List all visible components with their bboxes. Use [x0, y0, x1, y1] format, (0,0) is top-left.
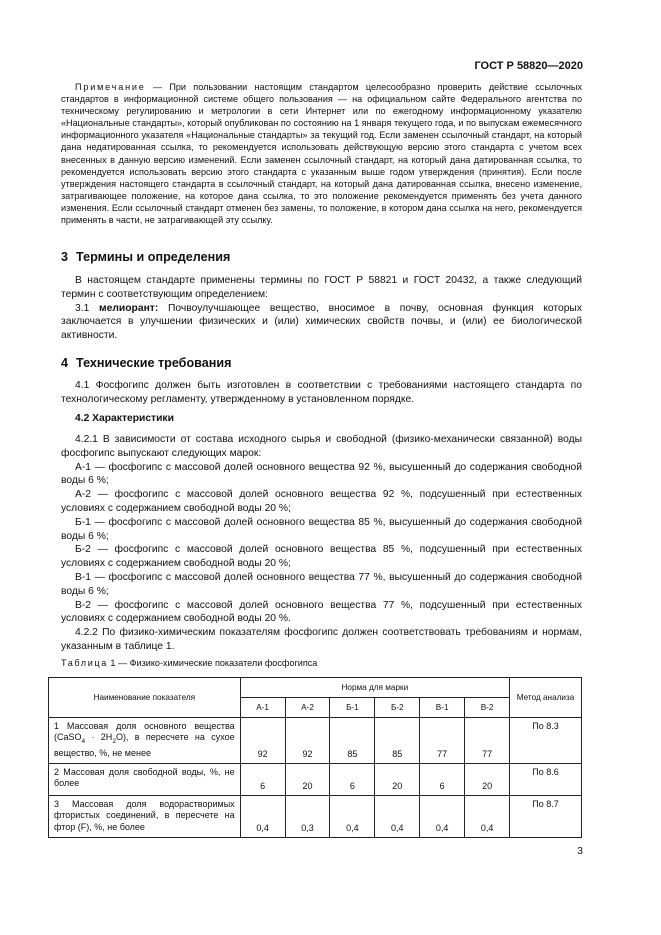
page-number: 3	[577, 845, 583, 857]
header-analysis-method: Метод анализа	[510, 678, 582, 718]
table-row	[49, 796, 582, 838]
header-grade: А-2	[285, 698, 330, 718]
section-3-intro: В настоящем стандарте применены термины по ГОСТ Р 58821 и ГОСТ 20432, а также следующий термин с соответствующим определением:	[61, 275, 582, 300]
grade-a1: А-1 — фосфогипс с массовой долей основного вещества 92 %, высушенный до содержания свободной воды 6 %;	[61, 461, 582, 487]
section-4-heading	[61, 356, 231, 370]
row-value: 6	[240, 764, 285, 796]
row-name	[49, 718, 241, 764]
section-4-number: 4	[61, 356, 69, 370]
row-value: 20	[465, 764, 510, 796]
section-3-number: 3	[61, 250, 69, 264]
row-name-subscript: 2	[112, 738, 116, 746]
table-row	[49, 764, 582, 796]
row-value: 92	[240, 718, 285, 764]
clause-4-2-2-text: 4.2.2 По физико-химическим показателям фосфогипс должен соответствовать требованиям и нормам, указанным в таблице 1.	[61, 627, 582, 652]
document-id-header: ГОСТ Р 58820—2020	[474, 60, 583, 72]
row-value: 0,4	[465, 796, 510, 838]
header-grade: Б-1	[330, 698, 375, 718]
note-label: Примечание	[75, 82, 146, 92]
clause-4-1-text: 4.1 Фосфогипс должен быть изготовлен в соответствии с требованиями настоящего стандарта по технологическому регламенту, утвержденному в установленном порядке.	[61, 380, 582, 405]
grade-b2: Б-2 — фосфогипс с массовой долей основного вещества 85 %, подсушенный при естественных условиях с содержанием свободной воды 20 %;	[61, 544, 582, 570]
clause-4-2-1-text: 4.2.1 В зависимости от состава исходного сырья и свободной (физико-механически связанной) воды фосфогипс выпускают следующих марок:	[61, 434, 582, 459]
term-name: мелиорант:	[99, 302, 159, 314]
row-value: 20	[285, 764, 330, 796]
row-value: 0,4	[330, 796, 375, 838]
table-caption	[61, 658, 317, 668]
term-definition	[61, 302, 582, 343]
row-value: 85	[375, 718, 420, 764]
row-name-part: 1 Массовая доля основного вещества (CaSO	[54, 721, 235, 743]
header-grade: В-1	[420, 698, 465, 718]
grade-v2: В-2 — фосфогипс с массовой долей основного вещества 77 %, подсушенный при естественных условиях с содержанием свободной воды 20 %.	[61, 599, 582, 625]
row-value: 0,4	[420, 796, 465, 838]
header-grade: А-1	[240, 698, 285, 718]
physico-chemical-table	[48, 677, 582, 838]
section-3-heading	[61, 250, 230, 264]
row-name-part: O), в пересчете на сухое вещество, %, не менее	[54, 732, 235, 758]
section-3-title: Термины и определения	[76, 250, 231, 264]
row-value: 0,4	[375, 796, 420, 838]
header-grade: В-2	[465, 698, 510, 718]
row-value: 6	[330, 764, 375, 796]
note-text: — При пользовании настоящим стандартом целесообразно проверить действие ссылочных стандартов в информационной системе общего пользования — на официальном сайте Федерального агентства по техническому регулированию и метрологии в сети Интернет или по ежегодному информационному указателю «Национальные стандарты», который опубликован по состоянию на 1 января текущего года, и по выпускам ежемесячного информационного указателя «Национальные стандарты» за текущий год. Если заменен ссылочный стандарт, на который дана недатированная ссылка, то рекомендуется использовать действующую версию этого стандарта с учетом всех внесенных в данную версию изменений. Если заменен ссылочный стандарт, на который дана датированная ссылка, то рекомендуется использовать версию этого стандарта с указанным выше годом утверждения (принятия). Если после утверждения настоящего стандарта в ссылочный стандарт, на который дана датированная ссылка, внесено изменение, затрагивающее положение, на которое дана ссылка, то это положение рекомендуется применять без учета данного изменения. Если ссылочный стандарт отменен без замены, то положение, в котором дана ссылка на него, рекомендуется применять в части, не затрагивающей эту ссылку.	[61, 82, 582, 226]
row-value: 77	[465, 718, 510, 764]
row-value: 85	[330, 718, 375, 764]
clause-4-1	[61, 379, 582, 407]
row-value: 20	[375, 764, 420, 796]
clause-4-2-heading: 4.2 Характеристики	[75, 413, 174, 424]
grade-b1: Б-1 — фосфогипс с массовой долей основного вещества 85 %, высушенный до содержания свободной воды 6 %;	[61, 516, 582, 542]
row-value: 0,3	[285, 796, 330, 838]
table-row	[49, 718, 582, 764]
section-3-body	[61, 274, 582, 343]
row-method: По 8.6	[510, 764, 582, 796]
table-caption-label: Таблица	[61, 658, 108, 668]
row-name: 2 Массовая доля свободной воды, %, не более	[49, 764, 241, 796]
row-name-part: · 2H	[85, 732, 113, 743]
row-value: 6	[420, 764, 465, 796]
section-4-title: Технические требования	[76, 356, 232, 370]
row-method: По 8.3	[510, 718, 582, 764]
row-name: 3 Массовая доля водорастворимых фтористых соединений, в пересчете на фтор (F), %, не более	[49, 796, 241, 838]
term-definition-text: Почвоулучшающее вещество, вносимое в почву, основная функция которых заключается в улучшении физических и (или) химических свойств почвы, и (или) ее биологической активности.	[61, 302, 582, 342]
grade-v1: В-1 — фосфогипс с массовой долей основного вещества 77 %, высушенный до содержания свободной воды 6 %;	[61, 571, 582, 597]
row-method: По 8.7	[510, 796, 582, 838]
row-name-subscript: 4	[81, 738, 86, 746]
row-value: 0,4	[240, 796, 285, 838]
term-number: 3.1	[75, 302, 90, 314]
row-value: 77	[420, 718, 465, 764]
table-caption-text: 1 — Физико-химические показатели фосфогипса	[107, 658, 318, 668]
reference-note	[61, 81, 582, 226]
header-norm-for-grade: Норма для марки	[240, 678, 509, 698]
header-grade: Б-2	[375, 698, 420, 718]
header-indicator-name: Наименование показателя	[49, 678, 241, 718]
grade-a2: А-2 — фосфогипс с массовой долей основного вещества 92 %, подсушенный при естественных условиях с содержанием свободной воды 20 %;	[61, 489, 582, 514]
row-value: 92	[285, 718, 330, 764]
clause-4-2-body	[61, 433, 582, 654]
